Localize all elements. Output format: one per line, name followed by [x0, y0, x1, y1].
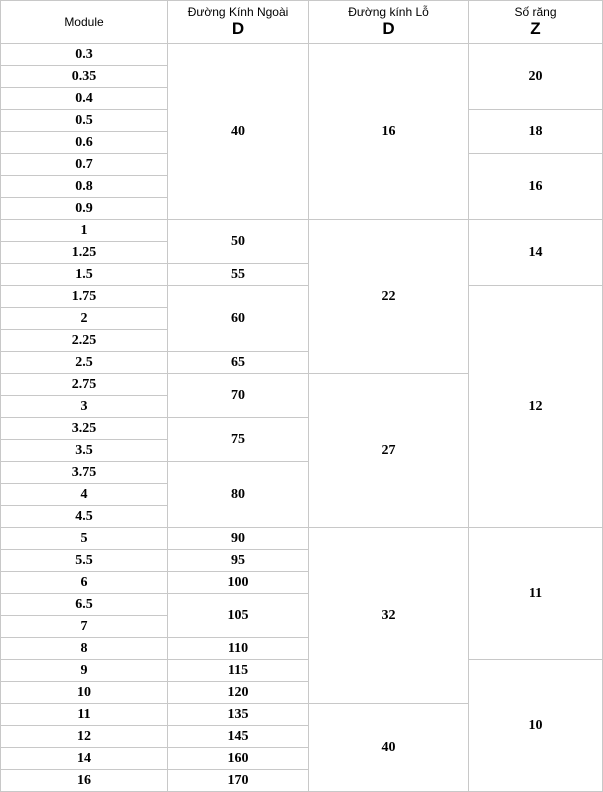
outer-diameter-cell: 55	[168, 264, 309, 286]
module-cell: 8	[1, 638, 168, 660]
outer-diameter-header-label: Đường Kính Ngoài	[187, 5, 289, 19]
bore-diameter-cell: 16	[309, 44, 469, 220]
outer-diameter-cell: 70	[168, 374, 309, 418]
module-cell: 3.5	[1, 440, 168, 462]
teeth-count-header-symbol: Z	[530, 19, 541, 38]
module-cell: 1.75	[1, 286, 168, 308]
outer-diameter-cell: 65	[168, 352, 309, 374]
outer-diameter-header	[168, 1, 309, 44]
outer-diameter-cell: 95	[168, 550, 309, 572]
module-cell: 4.5	[1, 506, 168, 528]
bore-diameter-header	[309, 1, 469, 44]
module-cell: 0.4	[1, 88, 168, 110]
module-cell: 3	[1, 396, 168, 418]
module-cell: 0.7	[1, 154, 168, 176]
outer-diameter-cell: 80	[168, 462, 309, 528]
module-cell: 2.25	[1, 330, 168, 352]
outer-diameter-cell: 50	[168, 220, 309, 264]
table-row	[1, 286, 603, 308]
table-row	[1, 44, 603, 66]
module-cell: 0.5	[1, 110, 168, 132]
module-cell: 1	[1, 220, 168, 242]
module-header-label: Module	[64, 15, 104, 29]
outer-diameter-cell: 110	[168, 638, 309, 660]
teeth-count-cell: 11	[469, 528, 603, 660]
module-cell: 7	[1, 616, 168, 638]
bore-diameter-cell: 27	[309, 374, 469, 528]
table-body	[1, 44, 603, 792]
outer-diameter-cell: 120	[168, 682, 309, 704]
teeth-count-cell: 12	[469, 286, 603, 528]
module-cell: 9	[1, 660, 168, 682]
module-cell: 0.8	[1, 176, 168, 198]
teeth-count-cell: 20	[469, 44, 603, 110]
outer-diameter-cell: 40	[168, 44, 309, 220]
module-cell: 1.25	[1, 242, 168, 264]
bore-diameter-cell: 40	[309, 704, 469, 792]
module-cell: 6.5	[1, 594, 168, 616]
table-row	[1, 220, 603, 242]
outer-diameter-cell: 135	[168, 704, 309, 726]
outer-diameter-cell: 160	[168, 748, 309, 770]
teeth-count-header-label: Số răng	[514, 5, 557, 19]
module-cell: 5	[1, 528, 168, 550]
module-cell: 10	[1, 682, 168, 704]
module-cell: 11	[1, 704, 168, 726]
module-cell: 6	[1, 572, 168, 594]
module-cell: 0.3	[1, 44, 168, 66]
bore-diameter-header-symbol: D	[382, 19, 395, 38]
module-cell: 2.5	[1, 352, 168, 374]
module-cell: 14	[1, 748, 168, 770]
module-cell: 0.6	[1, 132, 168, 154]
outer-diameter-cell: 170	[168, 770, 309, 792]
module-cell: 12	[1, 726, 168, 748]
table-row	[1, 528, 603, 550]
module-cell: 0.9	[1, 198, 168, 220]
outer-diameter-cell: 145	[168, 726, 309, 748]
outer-diameter-cell: 115	[168, 660, 309, 682]
module-cell: 4	[1, 484, 168, 506]
teeth-count-cell: 18	[469, 110, 603, 154]
bore-diameter-cell: 22	[309, 220, 469, 374]
module-cell: 5.5	[1, 550, 168, 572]
module-cell: 3.75	[1, 462, 168, 484]
outer-diameter-cell: 90	[168, 528, 309, 550]
table-row	[1, 660, 603, 682]
module-header	[1, 1, 168, 44]
teeth-count-cell: 14	[469, 220, 603, 286]
outer-diameter-header-symbol: D	[231, 19, 245, 38]
module-cell: 2	[1, 308, 168, 330]
teeth-count-cell: 10	[469, 660, 603, 792]
teeth-count-cell: 16	[469, 154, 603, 220]
bore-diameter-header-label: Đường kính Lỗ	[348, 5, 429, 19]
module-cell: 1.5	[1, 264, 168, 286]
header-row	[1, 1, 603, 44]
module-cell: 0.35	[1, 66, 168, 88]
module-cell: 16	[1, 770, 168, 792]
outer-diameter-cell: 100	[168, 572, 309, 594]
module-cell: 3.25	[1, 418, 168, 440]
bore-diameter-cell: 32	[309, 528, 469, 704]
teeth-count-header	[469, 1, 603, 44]
outer-diameter-cell: 105	[168, 594, 309, 638]
outer-diameter-cell: 75	[168, 418, 309, 462]
module-cell: 2.75	[1, 374, 168, 396]
outer-diameter-cell: 60	[168, 286, 309, 352]
